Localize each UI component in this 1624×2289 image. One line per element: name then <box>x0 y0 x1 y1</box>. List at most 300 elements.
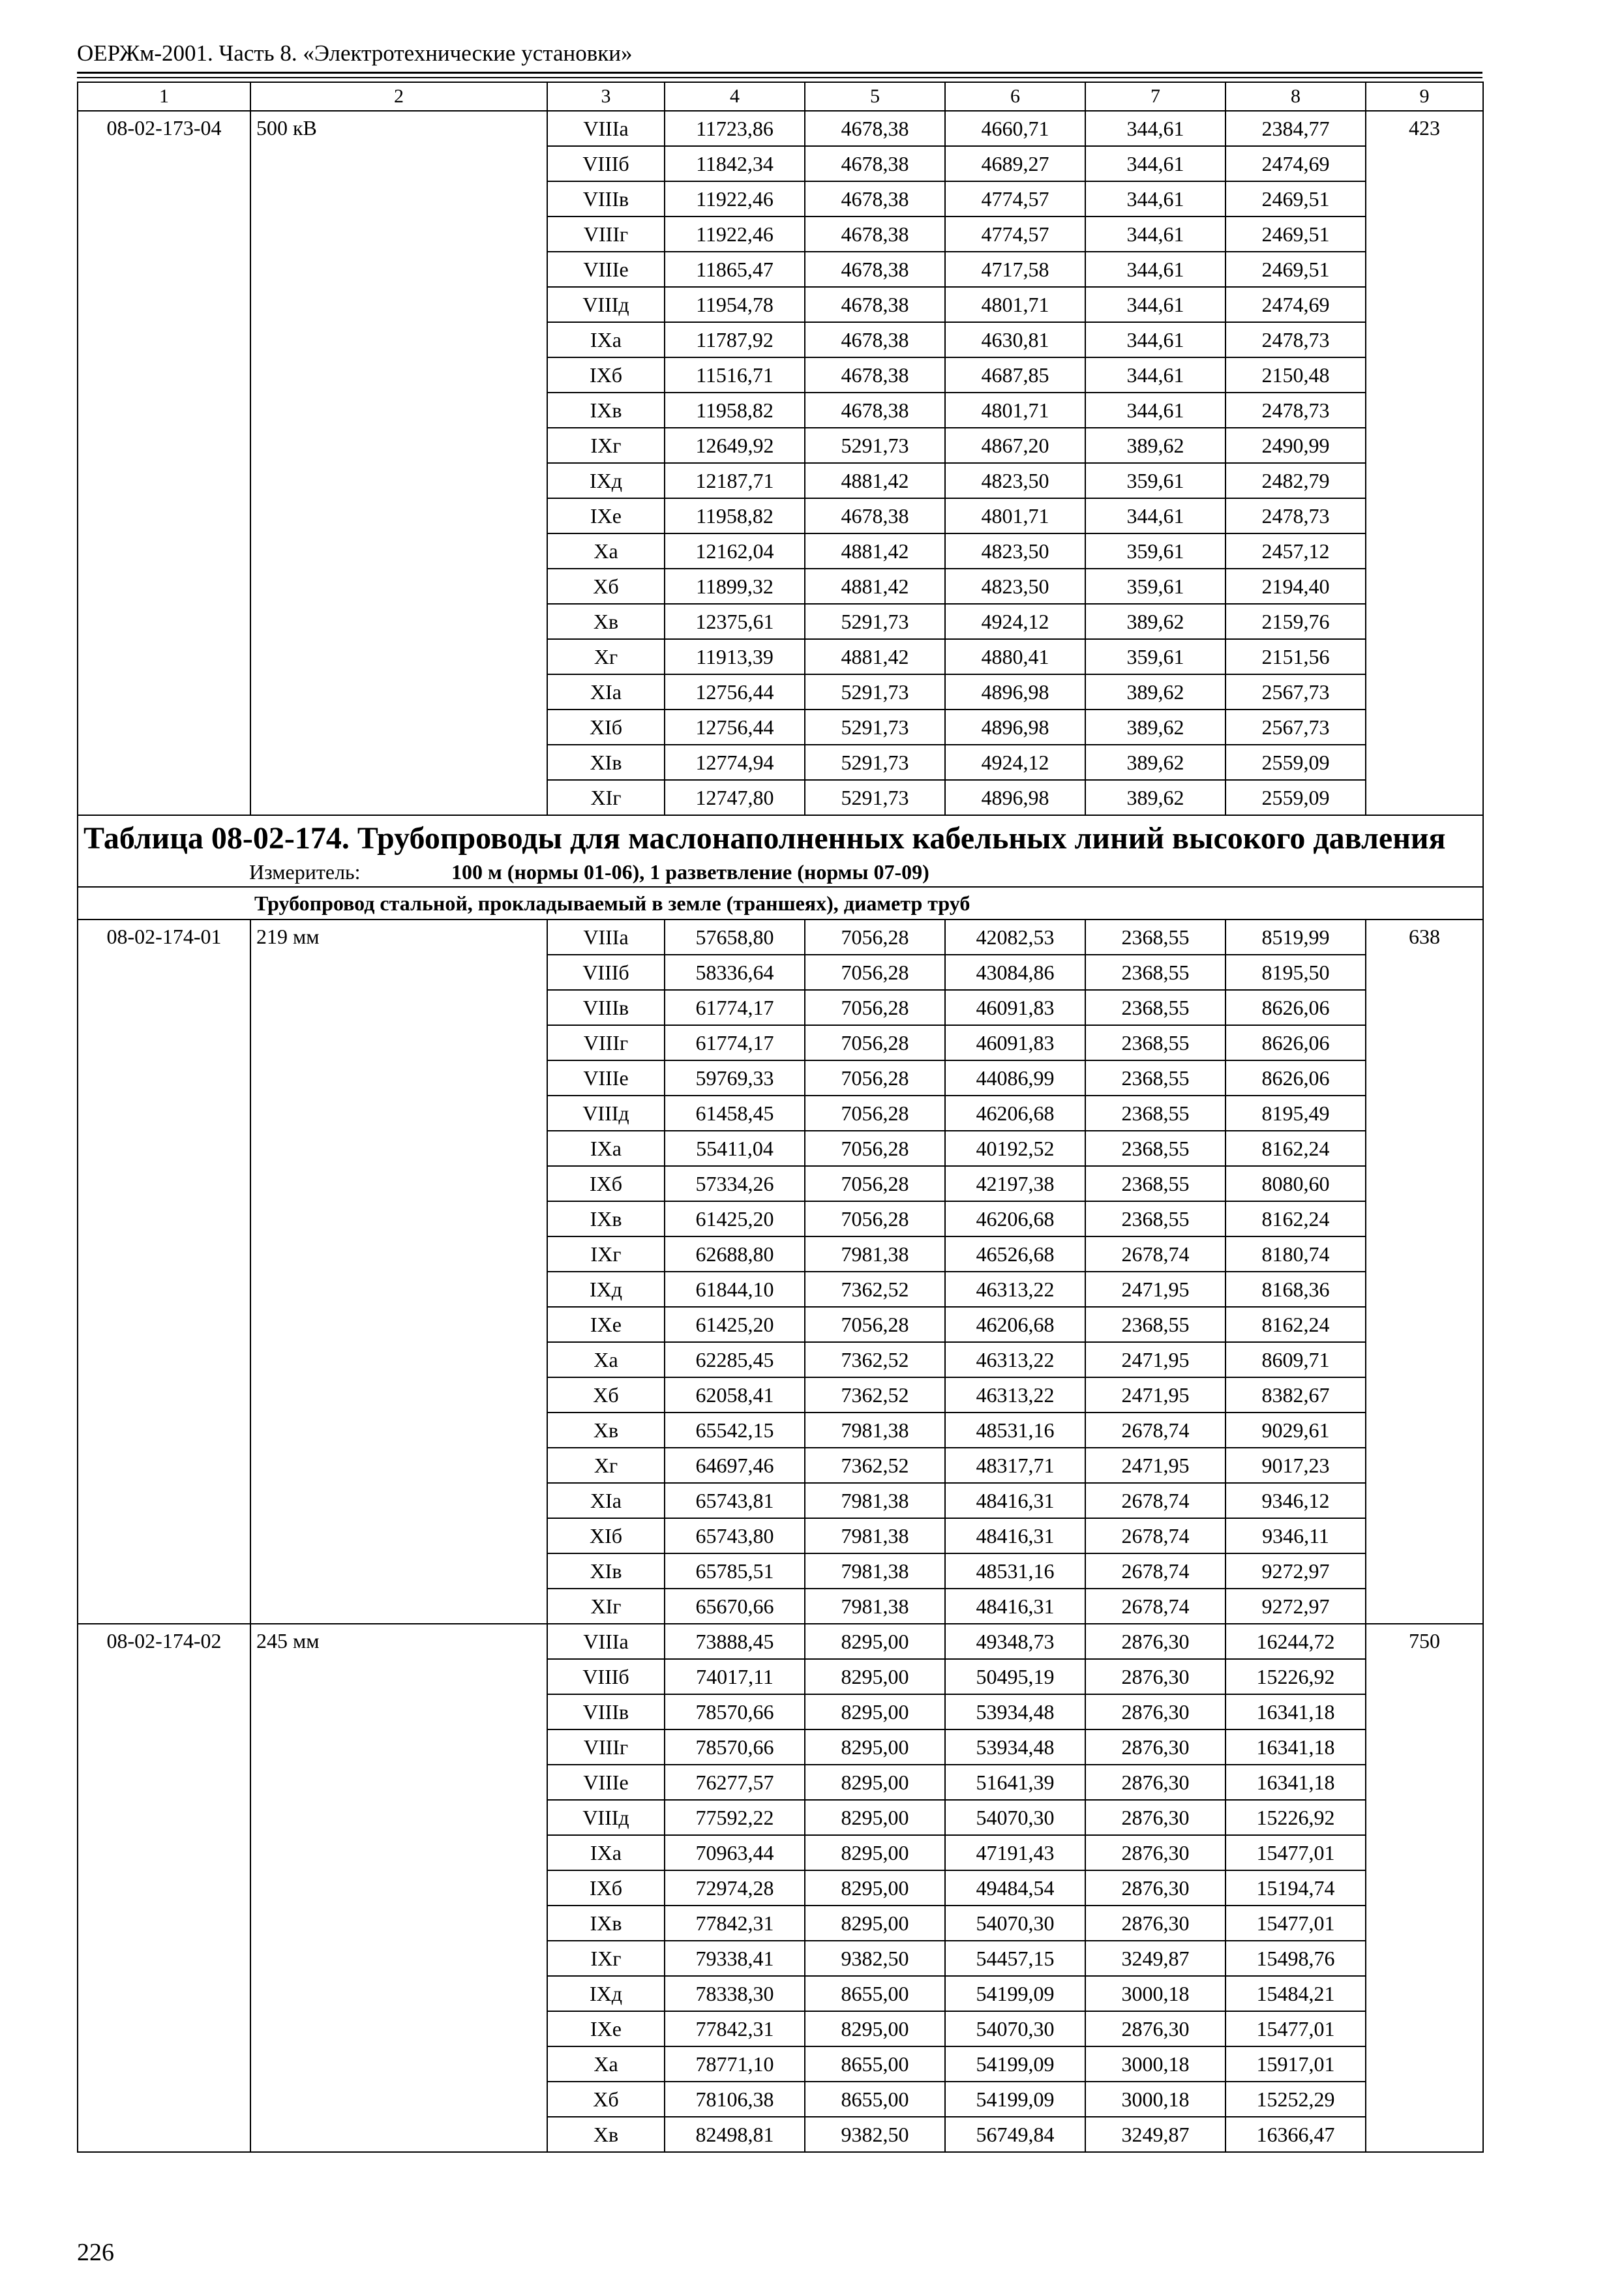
operator-wage: 389,62 <box>1085 604 1226 639</box>
zone-code: Xа <box>547 533 665 569</box>
material-cost: 15194,74 <box>1226 1870 1366 1906</box>
labor-cost: 4678,38 <box>805 393 945 428</box>
material-cost: 9346,12 <box>1226 1483 1366 1518</box>
material-cost: 2151,56 <box>1226 639 1366 674</box>
zone-code: Xб <box>547 569 665 604</box>
norm-code: 08-02-174-02 <box>78 1624 250 2152</box>
labor-cost: 8295,00 <box>805 1906 945 1941</box>
labor-hours: 638 <box>1366 920 1483 1624</box>
zone-code: XIб <box>547 710 665 745</box>
material-cost: 15498,76 <box>1226 1941 1366 1976</box>
machine-cost: 46206,68 <box>945 1201 1085 1236</box>
total-cost: 61458,45 <box>665 1096 805 1131</box>
material-cost: 2478,73 <box>1226 393 1366 428</box>
total-cost: 78106,38 <box>665 2082 805 2117</box>
operator-wage: 2368,55 <box>1085 990 1226 1025</box>
zone-code: Xв <box>547 604 665 639</box>
machine-cost: 48416,31 <box>945 1518 1085 1553</box>
labor-cost: 7056,28 <box>805 955 945 990</box>
zone-code: VIIIб <box>547 955 665 990</box>
measure-cell <box>78 858 1483 887</box>
total-cost: 76277,57 <box>665 1765 805 1800</box>
total-cost: 12375,61 <box>665 604 805 639</box>
material-cost: 2490,99 <box>1226 428 1366 463</box>
operator-wage: 2876,30 <box>1085 2011 1226 2046</box>
total-cost: 59769,33 <box>665 1060 805 1096</box>
labor-cost: 7056,28 <box>805 920 945 955</box>
material-cost: 8195,50 <box>1226 955 1366 990</box>
labor-cost: 7981,38 <box>805 1518 945 1553</box>
operator-wage: 359,61 <box>1085 463 1226 498</box>
material-cost: 15477,01 <box>1226 1906 1366 1941</box>
labor-cost: 4678,38 <box>805 322 945 357</box>
labor-cost: 5291,73 <box>805 428 945 463</box>
labor-cost: 7056,28 <box>805 1166 945 1201</box>
total-cost: 11922,46 <box>665 217 805 252</box>
subheading-row <box>78 887 1483 920</box>
material-cost: 2559,09 <box>1226 745 1366 780</box>
labor-cost: 4678,38 <box>805 357 945 393</box>
total-cost: 12747,80 <box>665 780 805 815</box>
zone-code: IXа <box>547 322 665 357</box>
labor-cost: 7981,38 <box>805 1236 945 1272</box>
norm-name: 245 мм <box>250 1624 547 2152</box>
total-cost: 74017,11 <box>665 1659 805 1694</box>
total-cost: 78570,66 <box>665 1694 805 1729</box>
machine-cost: 53934,48 <box>945 1729 1085 1765</box>
labor-cost: 7981,38 <box>805 1483 945 1518</box>
labor-cost: 5291,73 <box>805 780 945 815</box>
material-cost: 15226,92 <box>1226 1800 1366 1835</box>
material-cost: 8626,06 <box>1226 1025 1366 1060</box>
operator-wage: 2876,30 <box>1085 1624 1226 1659</box>
operator-wage: 2368,55 <box>1085 1201 1226 1236</box>
total-cost: 62058,41 <box>665 1377 805 1413</box>
machine-cost: 46091,83 <box>945 990 1085 1025</box>
labor-cost: 7056,28 <box>805 1201 945 1236</box>
operator-wage: 359,61 <box>1085 569 1226 604</box>
machine-cost: 4924,12 <box>945 604 1085 639</box>
zone-code: VIIIг <box>547 217 665 252</box>
material-cost: 2469,51 <box>1226 217 1366 252</box>
machine-cost: 43084,86 <box>945 955 1085 990</box>
labor-cost: 4881,42 <box>805 569 945 604</box>
machine-cost: 53934,48 <box>945 1694 1085 1729</box>
machine-cost: 48416,31 <box>945 1589 1085 1624</box>
labor-cost: 4678,38 <box>805 498 945 533</box>
labor-hours: 423 <box>1366 111 1483 815</box>
column-number: 9 <box>1366 82 1483 111</box>
operator-wage: 344,61 <box>1085 146 1226 181</box>
zone-code: VIIIд <box>547 1800 665 1835</box>
total-cost: 65743,80 <box>665 1518 805 1553</box>
material-cost: 8382,67 <box>1226 1377 1366 1413</box>
machine-cost: 4689,27 <box>945 146 1085 181</box>
total-cost: 12756,44 <box>665 674 805 710</box>
material-cost: 9346,11 <box>1226 1518 1366 1553</box>
machine-cost: 4801,71 <box>945 287 1085 322</box>
material-cost: 15477,01 <box>1226 2011 1366 2046</box>
operator-wage: 2876,30 <box>1085 1729 1226 1765</box>
material-cost: 15252,29 <box>1226 2082 1366 2117</box>
operator-wage: 2471,95 <box>1085 1272 1226 1307</box>
labor-cost: 4678,38 <box>805 287 945 322</box>
column-number-row <box>78 82 1483 111</box>
labor-cost: 4678,38 <box>805 252 945 287</box>
labor-cost: 7056,28 <box>805 990 945 1025</box>
total-cost: 78338,30 <box>665 1976 805 2011</box>
zone-code: IXд <box>547 1976 665 2011</box>
material-cost: 8519,99 <box>1226 920 1366 955</box>
zone-code: IXе <box>547 1307 665 1342</box>
material-cost: 2474,69 <box>1226 146 1366 181</box>
zone-code: IXв <box>547 1906 665 1941</box>
labor-cost: 4678,38 <box>805 217 945 252</box>
zone-code: IXа <box>547 1131 665 1166</box>
measure-row <box>78 858 1483 887</box>
labor-cost: 7981,38 <box>805 1589 945 1624</box>
header-rule <box>77 72 1482 74</box>
zone-code: Xг <box>547 639 665 674</box>
labor-cost: 8295,00 <box>805 1835 945 1870</box>
machine-cost: 4896,98 <box>945 780 1085 815</box>
norm-code: 08-02-173-04 <box>78 111 250 815</box>
operator-wage: 2368,55 <box>1085 1166 1226 1201</box>
operator-wage: 2368,55 <box>1085 1131 1226 1166</box>
machine-cost: 4801,71 <box>945 498 1085 533</box>
material-cost: 2567,73 <box>1226 710 1366 745</box>
machine-cost: 54070,30 <box>945 2011 1085 2046</box>
operator-wage: 344,61 <box>1085 111 1226 146</box>
total-cost: 65785,51 <box>665 1553 805 1589</box>
norm-name: 500 кВ <box>250 111 547 815</box>
column-number: 3 <box>547 82 665 111</box>
material-cost: 16244,72 <box>1226 1624 1366 1659</box>
norm-name: 219 мм <box>250 920 547 1624</box>
zone-code: VIIIв <box>547 990 665 1025</box>
total-cost: 62285,45 <box>665 1342 805 1377</box>
total-cost: 64697,46 <box>665 1448 805 1483</box>
material-cost: 2469,51 <box>1226 252 1366 287</box>
zone-code: XIв <box>547 745 665 780</box>
operator-wage: 2876,30 <box>1085 1835 1226 1870</box>
machine-cost: 42082,53 <box>945 920 1085 955</box>
zone-code: IXб <box>547 1166 665 1201</box>
operator-wage: 344,61 <box>1085 181 1226 217</box>
zone-code: VIIIб <box>547 1659 665 1694</box>
total-cost: 11958,82 <box>665 498 805 533</box>
zone-code: VIIIе <box>547 1060 665 1096</box>
operator-wage: 344,61 <box>1085 322 1226 357</box>
operator-wage: 2471,95 <box>1085 1377 1226 1413</box>
material-cost: 8195,49 <box>1226 1096 1366 1131</box>
column-number: 6 <box>945 82 1085 111</box>
labor-cost: 8295,00 <box>805 1624 945 1659</box>
total-cost: 82498,81 <box>665 2117 805 2152</box>
labor-cost: 8295,00 <box>805 1800 945 1835</box>
labor-cost: 5291,73 <box>805 710 945 745</box>
labor-cost: 8295,00 <box>805 1694 945 1729</box>
operator-wage: 2471,95 <box>1085 1342 1226 1377</box>
operator-wage: 3000,18 <box>1085 2046 1226 2082</box>
machine-cost: 54457,15 <box>945 1941 1085 1976</box>
material-cost: 8162,24 <box>1226 1307 1366 1342</box>
labor-cost: 4881,42 <box>805 533 945 569</box>
machine-cost: 49484,54 <box>945 1870 1085 1906</box>
table-title-row <box>78 815 1483 858</box>
total-cost: 12162,04 <box>665 533 805 569</box>
total-cost: 77842,31 <box>665 2011 805 2046</box>
zone-code: IXг <box>547 428 665 463</box>
machine-cost: 4630,81 <box>945 322 1085 357</box>
operator-wage: 344,61 <box>1085 217 1226 252</box>
labor-cost: 7362,52 <box>805 1377 945 1413</box>
machine-cost: 47191,43 <box>945 1835 1085 1870</box>
labor-cost: 8295,00 <box>805 1729 945 1765</box>
operator-wage: 2678,74 <box>1085 1518 1226 1553</box>
labor-cost: 7056,28 <box>805 1096 945 1131</box>
column-number: 4 <box>665 82 805 111</box>
machine-cost: 44086,99 <box>945 1060 1085 1096</box>
operator-wage: 2678,74 <box>1085 1553 1226 1589</box>
operator-wage: 2368,55 <box>1085 1307 1226 1342</box>
operator-wage: 2678,74 <box>1085 1589 1226 1624</box>
zone-code: VIIIа <box>547 920 665 955</box>
zone-code: Xв <box>547 1413 665 1448</box>
total-cost: 72974,28 <box>665 1870 805 1906</box>
zone-code: XIб <box>547 1518 665 1553</box>
machine-cost: 54199,09 <box>945 2046 1085 2082</box>
zone-code: XIг <box>547 1589 665 1624</box>
labor-cost: 7056,28 <box>805 1025 945 1060</box>
material-cost: 2384,77 <box>1226 111 1366 146</box>
total-cost: 12649,92 <box>665 428 805 463</box>
material-cost: 9272,97 <box>1226 1589 1366 1624</box>
material-cost: 2474,69 <box>1226 287 1366 322</box>
machine-cost: 4774,57 <box>945 217 1085 252</box>
operator-wage: 2368,55 <box>1085 1096 1226 1131</box>
machine-cost: 51641,39 <box>945 1765 1085 1800</box>
machine-cost: 4880,41 <box>945 639 1085 674</box>
labor-cost: 7056,28 <box>805 1307 945 1342</box>
operator-wage: 2678,74 <box>1085 1413 1226 1448</box>
operator-wage: 2876,30 <box>1085 1694 1226 1729</box>
total-cost: 58336,64 <box>665 955 805 990</box>
zone-code: IXе <box>547 2011 665 2046</box>
norms-table-wrapper <box>77 82 1484 2153</box>
operator-wage: 344,61 <box>1085 252 1226 287</box>
operator-wage: 2876,30 <box>1085 1906 1226 1941</box>
labor-cost: 7362,52 <box>805 1342 945 1377</box>
machine-cost: 49348,73 <box>945 1624 1085 1659</box>
operator-wage: 389,62 <box>1085 780 1226 815</box>
machine-cost: 46313,22 <box>945 1342 1085 1377</box>
machine-cost: 4687,85 <box>945 357 1085 393</box>
total-cost: 73888,45 <box>665 1624 805 1659</box>
total-cost: 61425,20 <box>665 1307 805 1342</box>
material-cost: 2482,79 <box>1226 463 1366 498</box>
operator-wage: 2368,55 <box>1085 1060 1226 1096</box>
column-number: 2 <box>250 82 547 111</box>
total-cost: 65542,15 <box>665 1413 805 1448</box>
labor-cost: 8295,00 <box>805 1870 945 1906</box>
material-cost: 15917,01 <box>1226 2046 1366 2082</box>
zone-code: XIв <box>547 1553 665 1589</box>
zone-code: VIIIб <box>547 146 665 181</box>
machine-cost: 4896,98 <box>945 710 1085 745</box>
norm-code: 08-02-174-01 <box>78 920 250 1624</box>
labor-cost: 4881,42 <box>805 463 945 498</box>
zone-code: IXд <box>547 1272 665 1307</box>
zone-code: VIIIв <box>547 181 665 217</box>
machine-cost: 48531,16 <box>945 1553 1085 1589</box>
material-cost: 16341,18 <box>1226 1729 1366 1765</box>
zone-code: Xб <box>547 2082 665 2117</box>
table-row <box>78 111 1483 146</box>
total-cost: 57658,80 <box>665 920 805 955</box>
material-cost: 2559,09 <box>1226 780 1366 815</box>
labor-cost: 7981,38 <box>805 1553 945 1589</box>
zone-code: VIIIв <box>547 1694 665 1729</box>
operator-wage: 2876,30 <box>1085 1659 1226 1694</box>
total-cost: 11787,92 <box>665 322 805 357</box>
total-cost: 12774,94 <box>665 745 805 780</box>
total-cost: 61844,10 <box>665 1272 805 1307</box>
labor-cost: 7056,28 <box>805 1060 945 1096</box>
total-cost: 61425,20 <box>665 1201 805 1236</box>
material-cost: 2159,76 <box>1226 604 1366 639</box>
column-number: 8 <box>1226 82 1366 111</box>
material-cost: 2469,51 <box>1226 181 1366 217</box>
operator-wage: 359,61 <box>1085 639 1226 674</box>
operator-wage: 3249,87 <box>1085 1941 1226 1976</box>
machine-cost: 46526,68 <box>945 1236 1085 1272</box>
table-row <box>78 1624 1483 1659</box>
total-cost: 11913,39 <box>665 639 805 674</box>
zone-code: VIIIд <box>547 1096 665 1131</box>
total-cost: 11723,86 <box>665 111 805 146</box>
table-title: Таблица 08-02-174. Трубопроводы для маслонаполненных кабельных линий высокого давления <box>78 815 1483 858</box>
zone-code: Xв <box>547 2117 665 2152</box>
total-cost: 11842,34 <box>665 146 805 181</box>
labor-cost: 9382,50 <box>805 1941 945 1976</box>
material-cost: 8626,06 <box>1226 1060 1366 1096</box>
machine-cost: 46206,68 <box>945 1307 1085 1342</box>
material-cost: 2478,73 <box>1226 322 1366 357</box>
material-cost: 2478,73 <box>1226 498 1366 533</box>
total-cost: 11899,32 <box>665 569 805 604</box>
total-cost: 61774,17 <box>665 1025 805 1060</box>
labor-cost: 5291,73 <box>805 604 945 639</box>
machine-cost: 4823,50 <box>945 463 1085 498</box>
zone-code: IXе <box>547 498 665 533</box>
labor-cost: 7362,52 <box>805 1448 945 1483</box>
measure-value: 100 м (нормы 01-06), 1 разветвление (нормы 07-09) <box>451 860 929 884</box>
material-cost: 8080,60 <box>1226 1166 1366 1201</box>
material-cost: 15484,21 <box>1226 1976 1366 2011</box>
labor-cost: 8295,00 <box>805 1659 945 1694</box>
zone-code: IXг <box>547 1941 665 1976</box>
labor-cost: 7362,52 <box>805 1272 945 1307</box>
labor-cost: 8655,00 <box>805 1976 945 2011</box>
total-cost: 61774,17 <box>665 990 805 1025</box>
zone-code: VIIIг <box>547 1729 665 1765</box>
column-number: 1 <box>78 82 250 111</box>
operator-wage: 389,62 <box>1085 428 1226 463</box>
machine-cost: 48317,71 <box>945 1448 1085 1483</box>
zone-code: Xа <box>547 2046 665 2082</box>
total-cost: 11922,46 <box>665 181 805 217</box>
total-cost: 78570,66 <box>665 1729 805 1765</box>
total-cost: 62688,80 <box>665 1236 805 1272</box>
labor-cost: 4678,38 <box>805 111 945 146</box>
total-cost: 57334,26 <box>665 1166 805 1201</box>
total-cost: 79338,41 <box>665 1941 805 1976</box>
machine-cost: 56749,84 <box>945 2117 1085 2152</box>
total-cost: 55411,04 <box>665 1131 805 1166</box>
zone-code: VIIIг <box>547 1025 665 1060</box>
total-cost: 65743,81 <box>665 1483 805 1518</box>
operator-wage: 344,61 <box>1085 287 1226 322</box>
operator-wage: 2678,74 <box>1085 1236 1226 1272</box>
total-cost: 77842,31 <box>665 1906 805 1941</box>
material-cost: 8162,24 <box>1226 1201 1366 1236</box>
column-number: 7 <box>1085 82 1226 111</box>
machine-cost: 4774,57 <box>945 181 1085 217</box>
header-rule-inner <box>77 77 1482 78</box>
total-cost: 70963,44 <box>665 1835 805 1870</box>
table-row <box>78 920 1483 955</box>
machine-cost: 4823,50 <box>945 533 1085 569</box>
total-cost: 77592,22 <box>665 1800 805 1835</box>
material-cost: 8162,24 <box>1226 1131 1366 1166</box>
zone-code: IXв <box>547 393 665 428</box>
labor-cost: 7056,28 <box>805 1131 945 1166</box>
total-cost: 11958,82 <box>665 393 805 428</box>
page-number: 226 <box>77 2239 114 2266</box>
zone-code: IXа <box>547 1835 665 1870</box>
machine-cost: 4867,20 <box>945 428 1085 463</box>
operator-wage: 3249,87 <box>1085 2117 1226 2152</box>
material-cost: 16366,47 <box>1226 2117 1366 2152</box>
machine-cost: 4660,71 <box>945 111 1085 146</box>
material-cost: 2567,73 <box>1226 674 1366 710</box>
zone-code: Xг <box>547 1448 665 1483</box>
zone-code: XIа <box>547 674 665 710</box>
page-header: ОЕРЖм-2001. Часть 8. «Электротехнические установки» <box>77 40 633 66</box>
zone-code: IXв <box>547 1201 665 1236</box>
machine-cost: 54199,09 <box>945 2082 1085 2117</box>
zone-code: IXг <box>547 1236 665 1272</box>
zone-code: VIIIд <box>547 287 665 322</box>
machine-cost: 54070,30 <box>945 1906 1085 1941</box>
machine-cost: 4717,58 <box>945 252 1085 287</box>
total-cost: 12187,71 <box>665 463 805 498</box>
labor-cost: 8655,00 <box>805 2046 945 2082</box>
material-cost: 8168,36 <box>1226 1272 1366 1307</box>
labor-cost: 8295,00 <box>805 1765 945 1800</box>
operator-wage: 3000,18 <box>1085 2082 1226 2117</box>
operator-wage: 2368,55 <box>1085 1025 1226 1060</box>
labor-cost: 8655,00 <box>805 2082 945 2117</box>
total-cost: 12756,44 <box>665 710 805 745</box>
operator-wage: 2471,95 <box>1085 1448 1226 1483</box>
machine-cost: 46091,83 <box>945 1025 1085 1060</box>
labor-cost: 4881,42 <box>805 639 945 674</box>
operator-wage: 2368,55 <box>1085 955 1226 990</box>
material-cost: 15226,92 <box>1226 1659 1366 1694</box>
zone-code: VIIIа <box>547 1624 665 1659</box>
